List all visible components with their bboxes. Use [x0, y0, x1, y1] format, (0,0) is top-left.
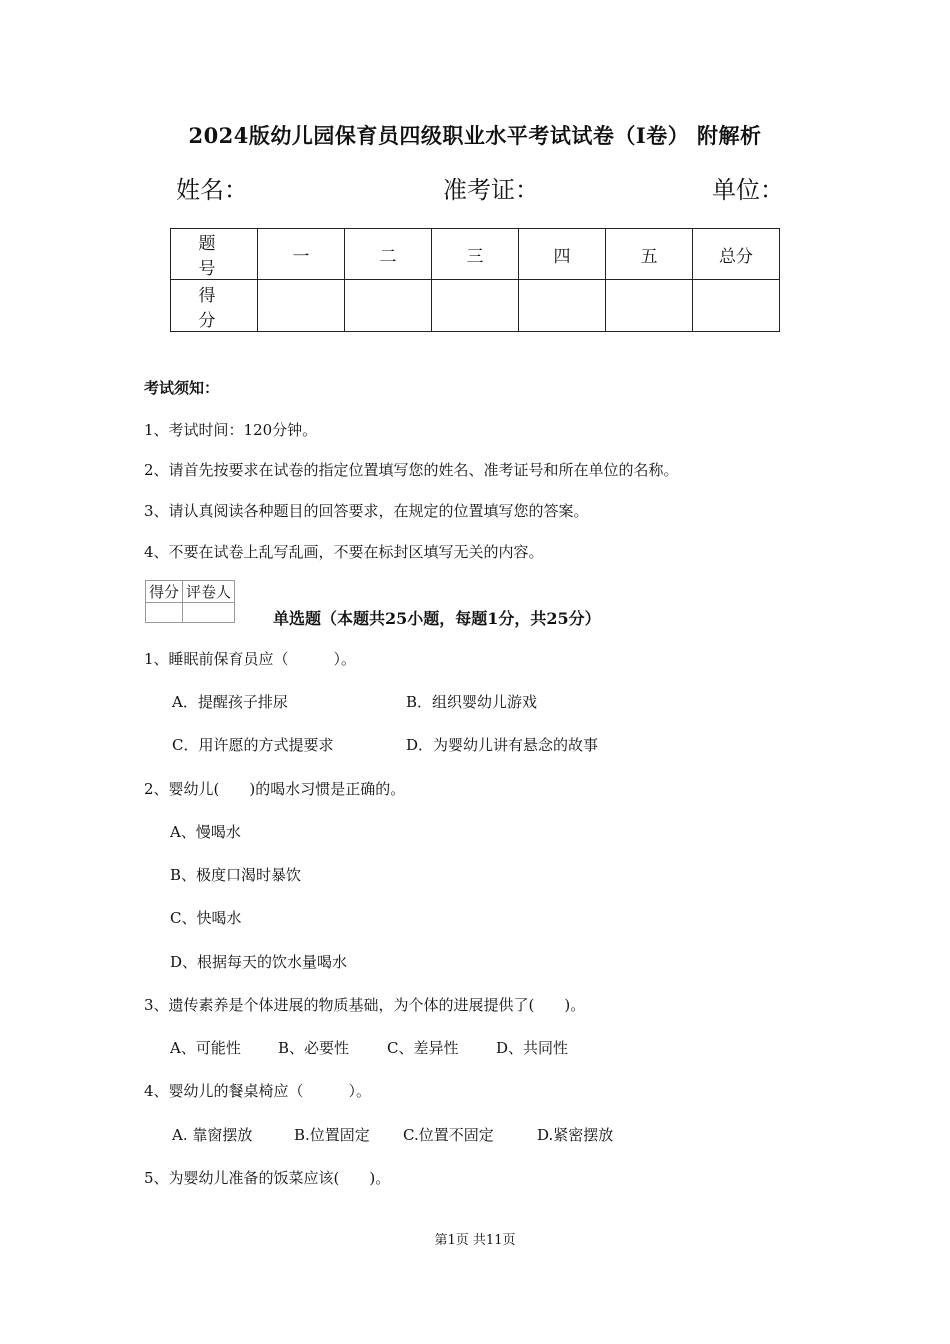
- question-option[interactable]: D、共同性: [496, 1039, 569, 1057]
- question-stem: 5、为婴幼儿准备的饭菜应该( )。: [144, 1169, 391, 1187]
- question-option[interactable]: A．提醒孩子排尿: [172, 693, 288, 711]
- question-stem: 1、睡眠前保育员应（ ）。: [144, 650, 357, 668]
- grader-score-cell[interactable]: [146, 603, 183, 623]
- score-table-header-cell: 三: [432, 229, 519, 280]
- score-input-cell[interactable]: [432, 280, 519, 332]
- question-option[interactable]: D.紧密摆放: [537, 1126, 614, 1144]
- name-field-label: 姓名：: [176, 176, 248, 204]
- score-row-label: 得 分: [171, 280, 258, 332]
- question-option[interactable]: B．组织婴幼儿游戏: [406, 693, 538, 711]
- question-option[interactable]: D、根据每天的饮水量喝水: [170, 953, 348, 971]
- notice-heading: 考试须知：: [144, 379, 220, 397]
- exam-id-field-label: 准考证：: [443, 176, 539, 204]
- question-option[interactable]: A. 靠窗摆放: [172, 1126, 253, 1144]
- grader-score-label: 得分: [146, 581, 183, 603]
- score-input-cell[interactable]: [693, 280, 780, 332]
- unit-field-label: 单位：: [712, 176, 784, 204]
- score-table-header-cell: 题 号: [171, 229, 258, 280]
- question-option[interactable]: C.位置不固定: [403, 1126, 494, 1144]
- notice-item: 2、请首先按要求在试卷的指定位置填写您的姓名、准考证号和所在单位的名称。: [144, 461, 679, 479]
- question-option[interactable]: C、差异性: [387, 1039, 459, 1057]
- score-table-header-cell: 二: [345, 229, 432, 280]
- score-table-score-row: [171, 280, 780, 332]
- score-table-header-row: [171, 229, 780, 280]
- notice-item: 1、考试时间：120分钟。: [144, 421, 318, 439]
- score-input-cell[interactable]: [258, 280, 345, 332]
- score-input-cell[interactable]: [519, 280, 606, 332]
- question-option[interactable]: B.位置固定: [294, 1126, 370, 1144]
- section-title: 单选题（本题共25小题，每题1分，共25分）: [273, 609, 601, 628]
- score-input-cell[interactable]: [606, 280, 693, 332]
- question-stem: 2、婴幼儿( )的喝水习惯是正确的。: [144, 780, 406, 798]
- question-option[interactable]: D．为婴幼儿讲有悬念的故事: [406, 736, 599, 754]
- question-option[interactable]: C、快喝水: [170, 909, 242, 927]
- score-input-cell[interactable]: [345, 280, 432, 332]
- question-stem: 3、遗传素养是个体进展的物质基础，为个体的进展提供了( )。: [144, 996, 586, 1014]
- page-footer: 第1页 共11页: [434, 1233, 516, 1248]
- score-table-header-cell: 四: [519, 229, 606, 280]
- question-stem: 4、婴幼儿的餐桌椅应（ ）。: [144, 1082, 372, 1100]
- score-table-header-cell: 一: [258, 229, 345, 280]
- score-table-header-cell: 总分: [693, 229, 780, 280]
- question-option[interactable]: A、慢喝水: [170, 823, 241, 841]
- question-option[interactable]: A、可能性: [170, 1039, 241, 1057]
- grader-box: [145, 580, 235, 623]
- question-option[interactable]: C．用许愿的方式提要求: [172, 736, 334, 754]
- notice-item: 4、不要在试卷上乱写乱画，不要在标封区填写无关的内容。: [144, 543, 544, 561]
- grader-name-label: 评卷人: [183, 581, 235, 603]
- grader-name-cell[interactable]: [183, 603, 235, 623]
- score-table-header-cell: 五: [606, 229, 693, 280]
- question-option[interactable]: B、必要性: [278, 1039, 350, 1057]
- notice-item: 3、请认真阅读各种题目的回答要求，在规定的位置填写您的答案。: [144, 502, 589, 520]
- score-table: [170, 228, 780, 332]
- page-title: 2024版幼儿园保育员四级职业水平考试试卷（I卷） 附解析: [188, 123, 762, 148]
- question-option[interactable]: B、极度口渴时暴饮: [170, 866, 302, 884]
